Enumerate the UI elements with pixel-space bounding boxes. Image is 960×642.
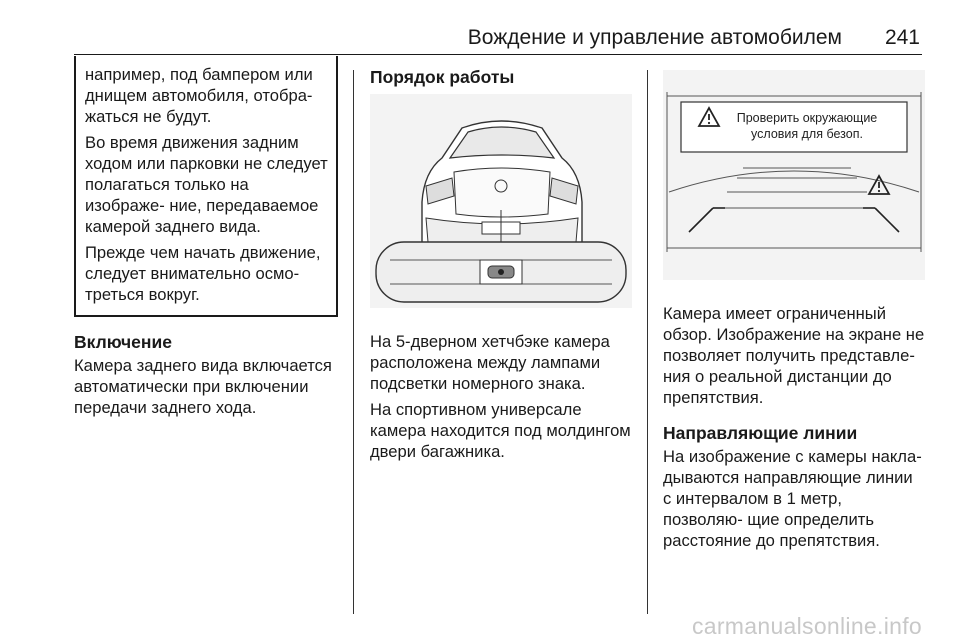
screen-message-line2: условия для безоп. (751, 127, 863, 141)
activation-text: Камера заднего вида включается автоматически при включении передачи заднего хода. (74, 356, 332, 417)
column-2 (370, 62, 632, 467)
column-3 (663, 62, 925, 556)
warning-paragraph: например, под бампером или днищем автомобиля, отобра- жаться не будут. (85, 65, 313, 126)
guidelines-paragraph: На изображение с камеры накла- дываются направляющие линии с интервалом в 1 метр, позволяю- щие определить расстояние до препятствия. (663, 447, 922, 550)
column-divider (353, 70, 354, 614)
screen-message-line1: Проверить окружающие (736, 111, 878, 125)
header-title: Вождение и управление автомобилем (467, 26, 842, 49)
car-rear-illustration (370, 94, 632, 313)
sports-tourer-paragraph: На спортивном универсале камера находится под молдингом двери багажника. (370, 400, 631, 461)
column-divider (647, 70, 648, 614)
warning-paragraph: Прежде чем начать движение, следует внимательно осмо- треться вокруг. (85, 243, 321, 304)
page-header (0, 22, 960, 56)
section-heading-guidelines: Направляющие линии (663, 423, 858, 443)
warning-box (74, 56, 338, 317)
header-rule (74, 54, 922, 55)
camera-display-illustration (663, 70, 925, 285)
watermark: carmanualsonline.info (691, 613, 922, 639)
column-1 (74, 62, 338, 423)
camera-display-figure (663, 70, 925, 280)
rear-camera-location-figure (370, 94, 632, 308)
hatchback-paragraph: На 5-дверном хетчбэке камера расположена между лампами подсветки номерного знака. (370, 332, 610, 393)
limited-view-paragraph: Камера имеет ограниченный обзор. Изображение на экране не позволяет получить представле- ния о реальной дистанции до препятствия. (663, 304, 925, 407)
warning-paragraph: Во время движения задним ходом или парковки не следует полагаться только на изображе- ние, передаваемое камерой заднего вида. (85, 133, 328, 236)
section-heading-operation: Порядок работы (370, 67, 515, 87)
page-number: 241 (884, 26, 920, 49)
section-heading-activation: Включение (74, 332, 172, 352)
